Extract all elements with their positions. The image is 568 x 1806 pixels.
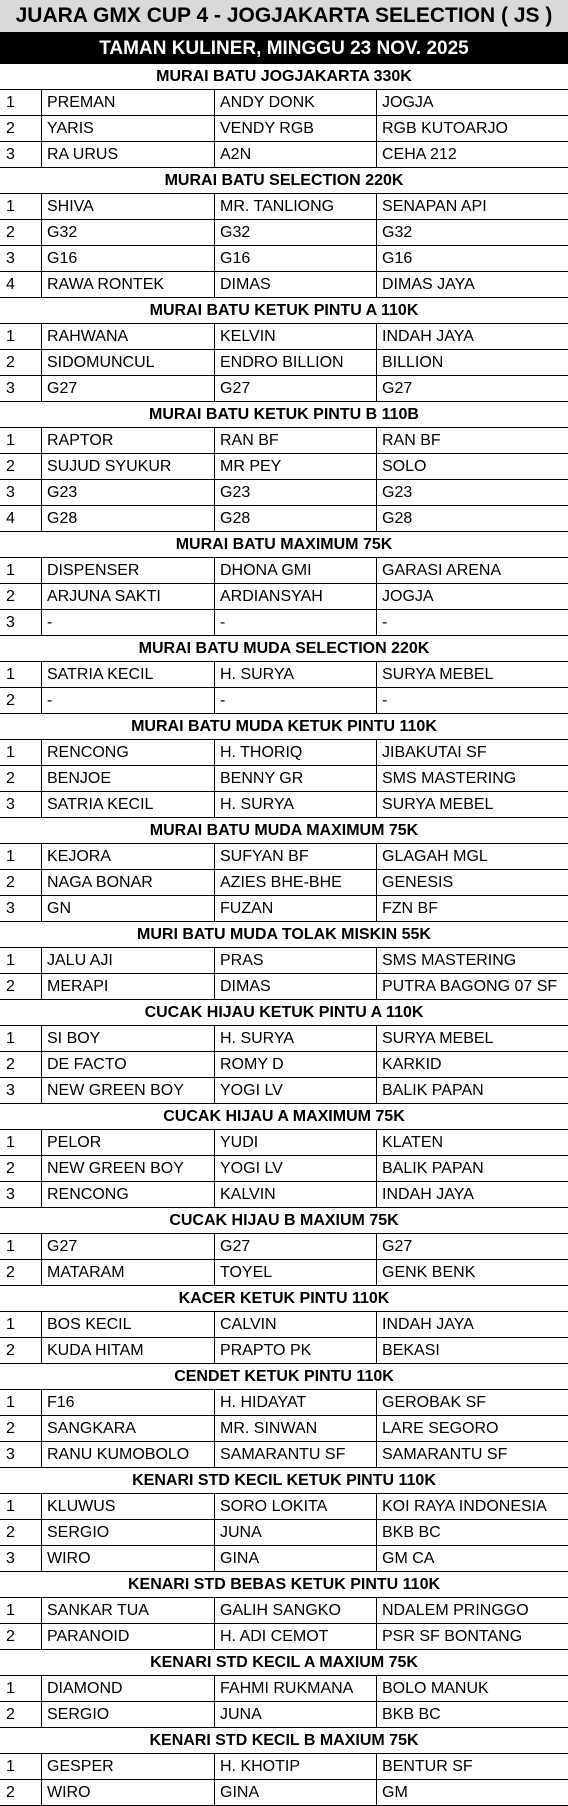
rank-cell: 3: [0, 376, 42, 401]
owner-cell: JUNA: [215, 1702, 377, 1727]
table-row: [0, 740, 568, 766]
bird-name-cell: WIRO: [42, 1546, 215, 1571]
rank-cell: 1: [0, 1390, 42, 1415]
owner-cell: H. SURYA: [215, 1026, 377, 1051]
team-cell: BOLO MANUK: [382, 1679, 489, 1697]
owner-cell: ARDIANSYAH: [215, 584, 377, 609]
rank-cell: 4: [0, 506, 42, 531]
owner-cell: MR. TANLIONG: [215, 194, 377, 219]
table-row: [0, 376, 568, 402]
class-header: MURI BATU MUDA TOLAK MISKIN 55K: [0, 922, 568, 948]
owner-cell: SORO LOKITA: [215, 1494, 377, 1519]
class-header: MURAI BATU MUDA KETUK PINTU 110K: [0, 714, 568, 740]
table-row: [0, 480, 568, 506]
rank-cell: 1: [0, 948, 42, 973]
owner-cell: TOYEL: [215, 1260, 377, 1285]
table-row: [0, 194, 568, 220]
table-row: [0, 324, 568, 350]
table-row: [0, 1676, 568, 1702]
bird-name-cell: SATRIA KECIL: [42, 662, 215, 687]
bird-name-cell: WIRO: [42, 1780, 215, 1805]
rank-cell: 2: [0, 116, 42, 141]
owner-cell: DHONA GMI: [215, 558, 377, 583]
owner-cell: H. SURYA: [215, 792, 377, 817]
table-row: [0, 1338, 568, 1364]
owner-cell: -: [215, 610, 377, 635]
team-cell: DIMAS JAYA: [382, 275, 475, 293]
event-date-banner: TAMAN KULINER, MINGGU 23 NOV. 2025: [0, 33, 568, 64]
bird-name-cell: SERGIO: [42, 1702, 215, 1727]
rank-cell: 2: [0, 1520, 42, 1545]
class-header: MURAI BATU KETUK PINTU A 110K: [0, 298, 568, 324]
bird-name-cell: DE FACTO: [42, 1052, 215, 1077]
team-cell: GENK BENK: [382, 1263, 476, 1281]
rank-cell: 3: [0, 896, 42, 921]
class-header: CENDET KETUK PINTU 110K: [0, 1364, 568, 1390]
rank-cell: 3: [0, 480, 42, 505]
owner-cell: H. KHOTIP: [215, 1754, 377, 1779]
bird-name-cell: G27: [42, 1234, 215, 1259]
bird-name-cell: RAWA RONTEK: [42, 272, 215, 297]
team-cell: BKB BC: [382, 1705, 441, 1723]
bird-name-cell: YARIS: [42, 116, 215, 141]
class-header: MURAI BATU JOGJAKARTA 330K: [0, 64, 568, 90]
bird-name-cell: KEJORA: [42, 844, 215, 869]
team-cell: KARKID: [382, 1055, 442, 1073]
owner-cell: SAMARANTU SF: [215, 1442, 377, 1467]
table-row: [0, 1416, 568, 1442]
bird-name-cell: RENCONG: [42, 1182, 215, 1207]
bird-name-cell: DISPENSER: [42, 558, 215, 583]
class-header: KENARI STD BEBAS KETUK PINTU 110K: [0, 1572, 568, 1598]
team-cell: SENAPAN API: [382, 197, 487, 215]
bird-name-cell: -: [42, 688, 215, 713]
rank-cell: 3: [0, 1182, 42, 1207]
table-row: [0, 220, 568, 246]
table-row: [0, 896, 568, 922]
owner-cell: H. SURYA: [215, 662, 377, 687]
class-header: MURAI BATU MAXIMUM 75K: [0, 532, 568, 558]
table-row: [0, 90, 568, 116]
bird-name-cell: RANU KUMOBOLO: [42, 1442, 215, 1467]
rank-cell: 2: [0, 1702, 42, 1727]
bird-name-cell: MATARAM: [42, 1260, 215, 1285]
bird-name-cell: RENCONG: [42, 740, 215, 765]
team-cell: -: [382, 691, 388, 709]
page-title: JUARA GMX CUP 4 - JOGJAKARTA SELECTION ( JS ): [0, 0, 568, 33]
owner-cell: ANDY DONK: [215, 90, 377, 115]
rank-cell: 1: [0, 740, 42, 765]
table-row: [0, 142, 568, 168]
team-cell: SURYA MEBEL: [382, 665, 494, 683]
owner-cell: ROMY D: [215, 1052, 377, 1077]
team-cell: SAMARANTU SF: [382, 1445, 508, 1463]
team-cell: -: [382, 613, 388, 631]
table-row: [0, 246, 568, 272]
rank-cell: 1: [0, 844, 42, 869]
rank-cell: 1: [0, 1312, 42, 1337]
bird-name-cell: BOS KECIL: [42, 1312, 215, 1337]
class-header: MURAI BATU SELECTION 220K: [0, 168, 568, 194]
team-cell: G23: [382, 483, 413, 501]
bird-name-cell: RAPTOR: [42, 428, 215, 453]
bird-name-cell: SIDOMUNCUL: [42, 350, 215, 375]
bird-name-cell: RA URUS: [42, 142, 215, 167]
bird-name-cell: SI BOY: [42, 1026, 215, 1051]
table-row: [0, 1390, 568, 1416]
team-cell: GLAGAH MGL: [382, 847, 488, 865]
rank-cell: 2: [0, 870, 42, 895]
team-cell: NDALEM PRINGGO: [382, 1601, 529, 1619]
bird-name-cell: RAHWANA: [42, 324, 215, 349]
rank-cell: 2: [0, 688, 42, 713]
team-cell: SURYA MEBEL: [382, 1029, 494, 1047]
team-cell: PSR SF BONTANG: [382, 1627, 523, 1645]
owner-cell: YOGI LV: [215, 1078, 377, 1103]
bird-name-cell: G27: [42, 376, 215, 401]
table-row: [0, 584, 568, 610]
team-cell: GM CA: [382, 1549, 435, 1567]
rank-cell: 2: [0, 1416, 42, 1441]
bird-name-cell: GESPER: [42, 1754, 215, 1779]
table-row: [0, 974, 568, 1000]
table-row: [0, 1026, 568, 1052]
table-row: [0, 688, 568, 714]
class-header: CUCAK HIJAU KETUK PINTU A 110K: [0, 1000, 568, 1026]
table-row: [0, 116, 568, 142]
team-cell: GARASI ARENA: [382, 561, 502, 579]
team-cell: JIBAKUTAI SF: [382, 743, 487, 761]
team-cell: RGB KUTOARJO: [382, 119, 508, 137]
team-cell: SURYA MEBEL: [382, 795, 494, 813]
bird-name-cell: SUJUD SYUKUR: [42, 454, 215, 479]
bird-name-cell: JALU AJI: [42, 948, 215, 973]
team-cell: BILLION: [382, 353, 444, 371]
table-row: [0, 272, 568, 298]
owner-cell: GINA: [215, 1780, 377, 1805]
bird-name-cell: G16: [42, 246, 215, 271]
rank-cell: 1: [0, 1598, 42, 1623]
rank-cell: 1: [0, 1754, 42, 1779]
table-row: [0, 428, 568, 454]
team-cell: JOGJA: [382, 93, 434, 111]
rank-cell: 1: [0, 1676, 42, 1701]
bird-name-cell: PELOR: [42, 1130, 215, 1155]
owner-cell: G23: [215, 480, 377, 505]
team-cell: GM: [382, 1783, 408, 1801]
table-row: [0, 1182, 568, 1208]
table-row: [0, 792, 568, 818]
table-row: [0, 1156, 568, 1182]
class-header: KACER KETUK PINTU 110K: [0, 1286, 568, 1312]
team-cell: KLATEN: [382, 1133, 444, 1151]
owner-cell: A2N: [215, 142, 377, 167]
owner-cell: H. HIDAYAT: [215, 1390, 377, 1415]
bird-name-cell: NEW GREEN BOY: [42, 1156, 215, 1181]
table-row: [0, 1130, 568, 1156]
owner-cell: H. ADI CEMOT: [215, 1624, 377, 1649]
table-row: [0, 1260, 568, 1286]
owner-cell: PRAS: [215, 948, 377, 973]
rank-cell: 2: [0, 584, 42, 609]
table-row: [0, 1520, 568, 1546]
owner-cell: G28: [215, 506, 377, 531]
team-cell: BEKASI: [382, 1341, 440, 1359]
team-cell: LARE SEGORO: [382, 1419, 499, 1437]
team-cell: BENTUR SF: [382, 1757, 473, 1775]
table-row: [0, 506, 568, 532]
rank-cell: 1: [0, 1026, 42, 1051]
bird-name-cell: -: [42, 610, 215, 635]
owner-cell: KALVIN: [215, 1182, 377, 1207]
rank-cell: 3: [0, 142, 42, 167]
bird-name-cell: F16: [42, 1390, 215, 1415]
team-cell: INDAH JAYA: [382, 327, 474, 345]
table-row: [0, 558, 568, 584]
rank-cell: 3: [0, 792, 42, 817]
results-table: [0, 64, 568, 1806]
rank-cell: 1: [0, 1494, 42, 1519]
rank-cell: 1: [0, 428, 42, 453]
rank-cell: 2: [0, 454, 42, 479]
team-cell: BKB BC: [382, 1523, 441, 1541]
rank-cell: 1: [0, 90, 42, 115]
rank-cell: 1: [0, 1130, 42, 1155]
table-row: [0, 1624, 568, 1650]
table-row: [0, 1234, 568, 1260]
table-row: [0, 454, 568, 480]
table-row: [0, 1754, 568, 1780]
owner-cell: KELVIN: [215, 324, 377, 349]
rank-cell: 1: [0, 1234, 42, 1259]
table-row: [0, 948, 568, 974]
team-cell: SOLO: [382, 457, 427, 475]
table-row: [0, 1078, 568, 1104]
team-cell: JOGJA: [382, 587, 434, 605]
table-row: [0, 662, 568, 688]
owner-cell: FUZAN: [215, 896, 377, 921]
team-cell: BALIK PAPAN: [382, 1159, 484, 1177]
rank-cell: 3: [0, 246, 42, 271]
class-header: MURAI BATU MUDA SELECTION 220K: [0, 636, 568, 662]
team-cell: G32: [382, 223, 413, 241]
bird-name-cell: SANKAR TUA: [42, 1598, 215, 1623]
team-cell: SMS MASTERING: [382, 951, 517, 969]
class-header: CUCAK HIJAU A MAXIMUM 75K: [0, 1104, 568, 1130]
team-cell: INDAH JAYA: [382, 1185, 474, 1203]
table-row: [0, 766, 568, 792]
team-cell: RAN BF: [382, 431, 441, 449]
class-header: KENARI STD KECIL A MAXIUM 75K: [0, 1650, 568, 1676]
bird-name-cell: PARANOID: [42, 1624, 215, 1649]
bird-name-cell: BENJOE: [42, 766, 215, 791]
owner-cell: YUDI: [215, 1130, 377, 1155]
team-cell: GEROBAK SF: [382, 1393, 487, 1411]
owner-cell: GALIH SANGKO: [215, 1598, 377, 1623]
rank-cell: 2: [0, 1052, 42, 1077]
team-cell: INDAH JAYA: [382, 1315, 474, 1333]
rank-cell: 2: [0, 220, 42, 245]
team-cell: G28: [382, 509, 413, 527]
table-row: [0, 844, 568, 870]
owner-cell: -: [215, 688, 377, 713]
bird-name-cell: ARJUNA SAKTI: [42, 584, 215, 609]
bird-name-cell: PREMAN: [42, 90, 215, 115]
bird-name-cell: SANGKARA: [42, 1416, 215, 1441]
owner-cell: AZIES BHE-BHE: [215, 870, 377, 895]
owner-cell: G27: [215, 1234, 377, 1259]
class-header: KENARI STD KECIL KETUK PINTU 110K: [0, 1468, 568, 1494]
owner-cell: MR PEY: [215, 454, 377, 479]
bird-name-cell: NEW GREEN BOY: [42, 1078, 215, 1103]
owner-cell: DIMAS: [215, 974, 377, 999]
table-row: [0, 1052, 568, 1078]
rank-cell: 2: [0, 974, 42, 999]
rank-cell: 2: [0, 1624, 42, 1649]
team-cell: G27: [382, 1237, 413, 1255]
team-cell: GENESIS: [382, 873, 454, 891]
table-row: [0, 1312, 568, 1338]
bird-name-cell: KUDA HITAM: [42, 1338, 215, 1363]
owner-cell: YOGI LV: [215, 1156, 377, 1181]
rank-cell: 3: [0, 1546, 42, 1571]
owner-cell: RAN BF: [215, 428, 377, 453]
bird-name-cell: DIAMOND: [42, 1676, 215, 1701]
rank-cell: 1: [0, 194, 42, 219]
rank-cell: 3: [0, 1442, 42, 1467]
owner-cell: ENDRO BILLION: [215, 350, 377, 375]
team-cell: CEHA 212: [382, 145, 457, 163]
rank-cell: 4: [0, 272, 42, 297]
owner-cell: CALVIN: [215, 1312, 377, 1337]
rank-cell: 3: [0, 610, 42, 635]
owner-cell: G16: [215, 246, 377, 271]
rank-cell: 2: [0, 1780, 42, 1805]
bird-name-cell: G28: [42, 506, 215, 531]
owner-cell: BENNY GR: [215, 766, 377, 791]
team-cell: FZN BF: [382, 899, 438, 917]
owner-cell: G32: [215, 220, 377, 245]
owner-cell: MR. SINWAN: [215, 1416, 377, 1441]
bird-name-cell: SHIVA: [42, 194, 215, 219]
rank-cell: 1: [0, 324, 42, 349]
table-row: [0, 1598, 568, 1624]
table-row: [0, 1546, 568, 1572]
table-row: [0, 870, 568, 896]
owner-cell: JUNA: [215, 1520, 377, 1545]
rank-cell: 2: [0, 1260, 42, 1285]
class-header: CUCAK HIJAU B MAXIUM 75K: [0, 1208, 568, 1234]
rank-cell: 1: [0, 662, 42, 687]
team-cell: KOI RAYA INDONESIA: [382, 1497, 547, 1515]
team-cell: G27: [382, 379, 413, 397]
bird-name-cell: GN: [42, 896, 215, 921]
rank-cell: 2: [0, 350, 42, 375]
bird-name-cell: G32: [42, 220, 215, 245]
rank-cell: 3: [0, 1078, 42, 1103]
class-header: MURAI BATU MUDA MAXIMUM 75K: [0, 818, 568, 844]
bird-name-cell: SATRIA KECIL: [42, 792, 215, 817]
owner-cell: DIMAS: [215, 272, 377, 297]
team-cell: SMS MASTERING: [382, 769, 517, 787]
class-header: KENARI STD KECIL B MAXIUM 75K: [0, 1728, 568, 1754]
rank-cell: 2: [0, 1156, 42, 1181]
team-cell: G16: [382, 249, 413, 267]
table-row: [0, 1702, 568, 1728]
owner-cell: PRAPTO PK: [215, 1338, 377, 1363]
bird-name-cell: NAGA BONAR: [42, 870, 215, 895]
class-header: MURAI BATU KETUK PINTU B 110B: [0, 402, 568, 428]
rank-cell: 2: [0, 766, 42, 791]
team-cell: BALIK PAPAN: [382, 1081, 484, 1099]
table-row: [0, 1442, 568, 1468]
team-cell: PUTRA BAGONG 07 SF: [382, 977, 558, 995]
owner-cell: SUFYAN BF: [215, 844, 377, 869]
table-row: [0, 610, 568, 636]
table-row: [0, 350, 568, 376]
rank-cell: 1: [0, 558, 42, 583]
bird-name-cell: KLUWUS: [42, 1494, 215, 1519]
owner-cell: VENDY RGB: [215, 116, 377, 141]
owner-cell: GINA: [215, 1546, 377, 1571]
bird-name-cell: MERAPI: [42, 974, 215, 999]
bird-name-cell: G23: [42, 480, 215, 505]
table-row: [0, 1494, 568, 1520]
owner-cell: G27: [215, 376, 377, 401]
table-row: [0, 1780, 568, 1806]
owner-cell: H. THORIQ: [215, 740, 377, 765]
bird-name-cell: SERGIO: [42, 1520, 215, 1545]
rank-cell: 2: [0, 1338, 42, 1363]
owner-cell: FAHMI RUKMANA: [215, 1676, 377, 1701]
